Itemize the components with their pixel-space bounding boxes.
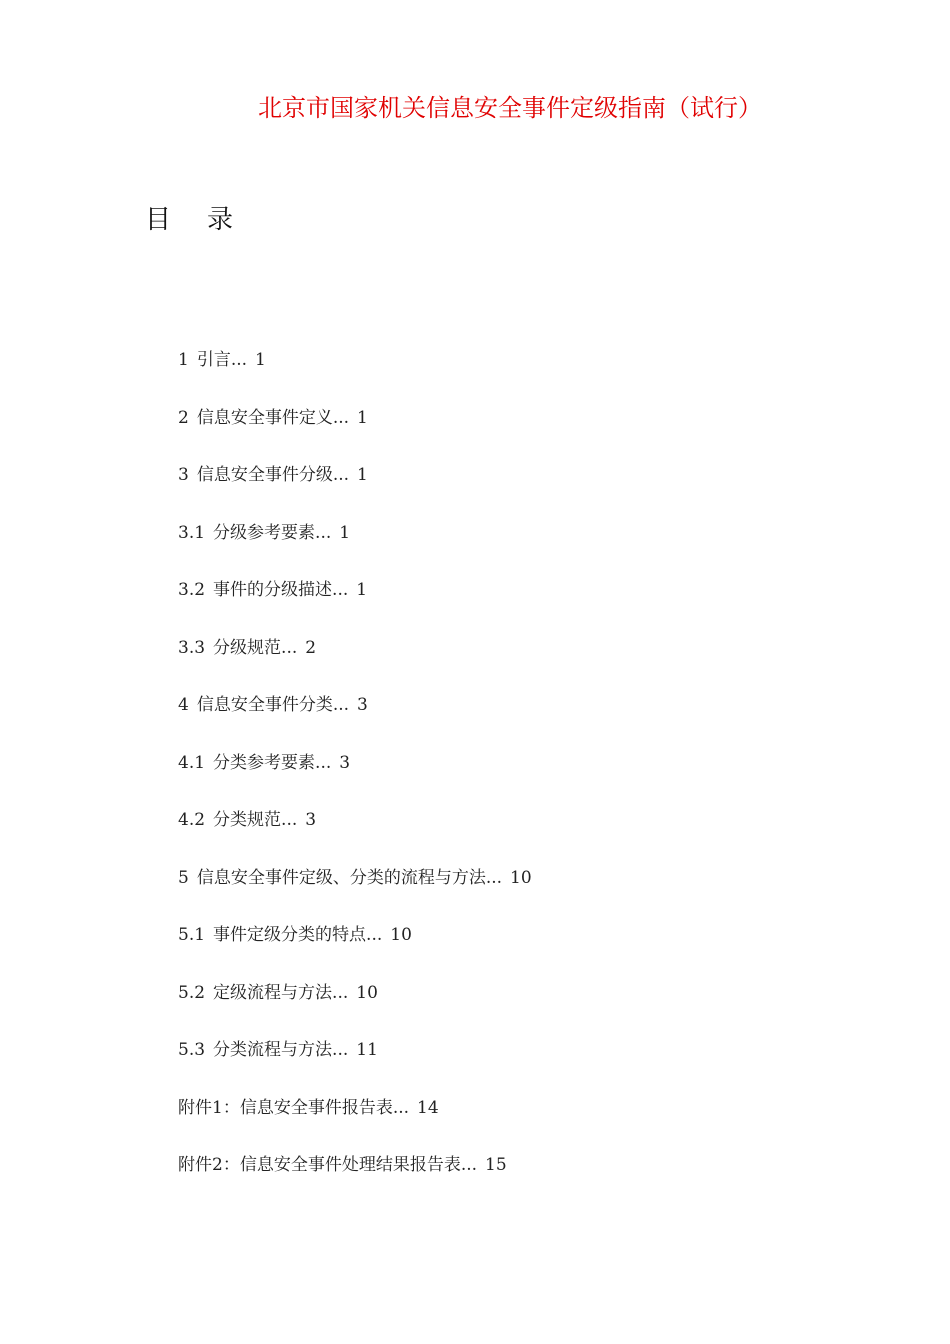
toc-entry-title: 信息安全事件报告表 [239,1097,393,1118]
toc-entry-dots: ... [366,925,383,945]
toc-entry-page: 10 [390,925,412,945]
toc-entry[interactable] [178,691,532,749]
toc-entry-number: 5.1 [178,925,206,945]
toc-entry-page: 2 [305,637,317,658]
toc-entry-dots: ... [392,1097,410,1118]
toc-entry-number: 5 [178,867,189,888]
toc-entry-title: 分类规范 [213,810,282,830]
toc-entry[interactable] [178,979,532,1037]
toc-entry[interactable] [178,346,532,404]
toc-entry-number: 5.3 [178,1040,206,1060]
toc-entry-page: 1 [357,407,368,428]
toc-entry-page: 10 [356,982,378,1003]
toc-entry[interactable] [178,461,532,519]
toc-entry-title: 信息安全事件分级 [196,465,333,485]
toc-entry[interactable] [178,1151,532,1209]
toc-entry-number: 1 [178,350,189,370]
toc-entry[interactable] [178,921,532,979]
toc-entry-dots: ... [230,350,248,370]
toc-entry-number: 4 [178,695,189,715]
toc-entry-number: 附件2： [178,1155,240,1175]
toc-entry[interactable] [178,1094,532,1152]
toc-entry-number: 3.1 [178,522,206,543]
toc-entry-dots: ... [332,982,349,1003]
toc-entry-title: 信息安全事件处理结果报告表 [239,1155,461,1175]
toc-entry-dots: ... [332,465,350,485]
toc-entry-dots: ... [460,1155,478,1175]
toc-entry-dots: ... [315,522,332,543]
toc-entry-number: 2 [178,407,189,428]
toc-entry[interactable] [178,806,532,864]
toc-entry-number: 附件1： [178,1097,240,1118]
toc-entry-dots: ... [281,810,298,830]
toc-entry-dots: ... [332,695,350,715]
toc-entry[interactable] [178,1036,532,1094]
toc-entry-number: 3.2 [178,580,206,600]
toc-heading-char-1: 目 [145,205,172,235]
toc-entry-number: 5.2 [178,982,206,1003]
toc-entry-title: 信息安全事件定义 [196,407,333,428]
toc-entry-page: 3 [339,752,351,773]
toc-entry-title: 分级规范 [213,637,282,658]
toc-entry-title: 事件的分级描述 [213,580,333,600]
toc-entry-dots: ... [315,752,332,773]
toc-entry-number: 4.2 [178,810,206,830]
toc-entry-page: 14 [417,1097,439,1118]
toc-entry-dots: ... [332,580,349,600]
toc-entry-number: 3 [178,465,189,485]
toc-entry-dots: ... [485,867,503,888]
toc-entry-page: 1 [356,580,368,600]
toc-entry-title: 分级参考要素 [213,522,316,543]
toc-entry-page: 15 [485,1155,507,1175]
toc-entry[interactable] [178,749,532,807]
toc-entry-title: 分类参考要素 [213,752,316,773]
toc-entry-title: 信息安全事件定级、分类的流程与方法 [196,867,486,888]
toc-entry-page: 1 [357,465,368,485]
toc-entry-title: 引言 [196,350,231,370]
toc-entry-number: 3.3 [178,637,206,658]
toc-entry[interactable] [178,634,532,692]
table-of-contents [178,346,532,1209]
toc-entry-page: 3 [357,695,368,715]
toc-entry-title: 定级流程与方法 [213,982,333,1003]
toc-entry[interactable] [178,576,532,634]
toc-entry-dots: ... [281,637,298,658]
toc-heading [145,199,233,236]
toc-entry-page: 1 [255,350,266,370]
toc-entry[interactable] [178,404,532,462]
document-title: 北京市国家机关信息安全事件定级指南（试行） [258,94,762,122]
toc-entry-page: 11 [356,1040,378,1060]
toc-entry-number: 4.1 [178,752,206,773]
toc-entry[interactable] [178,519,532,577]
toc-entry-dots: ... [332,1040,349,1060]
toc-entry-dots: ... [332,407,350,428]
toc-heading-char-2: 录 [207,205,234,235]
toc-entry[interactable] [178,864,532,922]
toc-entry-title: 事件定级分类的特点 [213,925,367,945]
toc-entry-page: 10 [510,867,532,888]
toc-entry-title: 信息安全事件分类 [196,695,333,715]
toc-entry-page: 3 [305,810,317,830]
toc-entry-page: 1 [339,522,351,543]
toc-entry-title: 分类流程与方法 [213,1040,333,1060]
